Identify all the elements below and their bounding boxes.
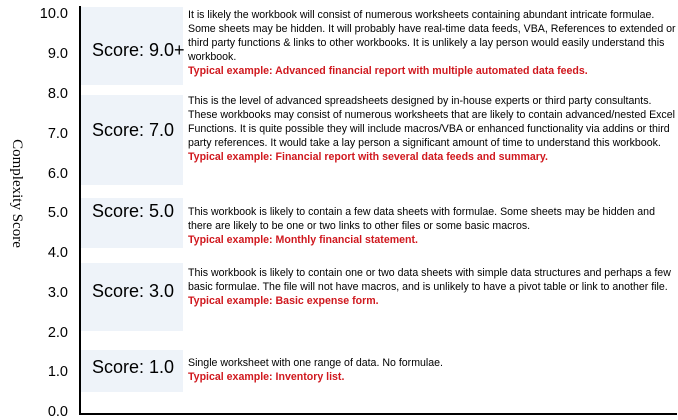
score-label: Score: 7.0 bbox=[92, 120, 175, 140]
level-description-block bbox=[188, 356, 678, 384]
tick-label: 0.0 bbox=[47, 404, 68, 420]
x-axis-line bbox=[79, 413, 677, 415]
tick-label: 5.0 bbox=[47, 205, 68, 221]
score-label: Score: 5.0 bbox=[92, 201, 175, 221]
tick-label: 2.0 bbox=[47, 325, 68, 341]
typical-example: Typical example: Monthly financial statement. bbox=[188, 234, 418, 246]
level-description-block bbox=[188, 266, 678, 308]
tick-label: 6.0 bbox=[47, 166, 68, 182]
tick-label: 7.0 bbox=[47, 126, 68, 142]
tick-label: 4.0 bbox=[47, 245, 68, 261]
score-label: Score: 9.0+ bbox=[92, 40, 185, 60]
tick-label: 1.0 bbox=[47, 364, 68, 380]
y-axis-title: Complexity Score bbox=[8, 138, 25, 248]
score-label: Score: 1.0 bbox=[92, 357, 175, 377]
tick-label: 3.0 bbox=[47, 285, 68, 301]
level-description-block bbox=[188, 205, 678, 247]
score-band-shading bbox=[81, 95, 183, 185]
level-description: This is the level of advanced spreadsheets designed by in-house experts or third party consultants. These workbooks may consist of numerous worksheets that are likely to contain advanced/nested Excel Functions. It is quite possible they will include macros/VBA or enhanced functionality via addins or third party references. It would take a lay person a significant amount of time to understand this workbook. bbox=[188, 95, 675, 149]
typical-example: Typical example: Financial report with several data feeds and summary. bbox=[188, 151, 548, 163]
tick-label: 8.0 bbox=[47, 86, 68, 102]
level-description-block bbox=[188, 8, 678, 78]
tick-label: 10.0 bbox=[39, 6, 68, 22]
level-description: This workbook is likely to contain one or two data sheets with simple data structures and perhaps a few basic formulae. The file will not have macros, and is unlikely to have a pivot table or link to another file. bbox=[188, 267, 671, 293]
tick-label: 9.0 bbox=[47, 46, 68, 62]
typical-example: Typical example: Advanced financial report with multiple automated data feeds. bbox=[188, 65, 588, 77]
y-axis-line bbox=[79, 6, 81, 415]
level-description: This workbook is likely to contain a few data sheets with formulae. Some sheets may be hidden and there are likely to be one or two links to other files or some basic macros. bbox=[188, 206, 655, 232]
level-description: It is likely the workbook will consist of numerous worksheets containing abundant intricate formulae. Some sheets may be hidden. It will probably have real-time data feeds, VBA, References to extended or third party functions & links to other workbooks. It is unlikely a lay person would easily understand this workbook. bbox=[188, 9, 676, 63]
level-description: Single worksheet with one range of data. No formulae. bbox=[188, 357, 443, 369]
typical-example: Typical example: Basic expense form. bbox=[188, 295, 379, 307]
typical-example: Typical example: Inventory list. bbox=[188, 371, 345, 383]
level-description-block bbox=[188, 94, 678, 164]
score-label: Score: 3.0 bbox=[92, 281, 175, 301]
